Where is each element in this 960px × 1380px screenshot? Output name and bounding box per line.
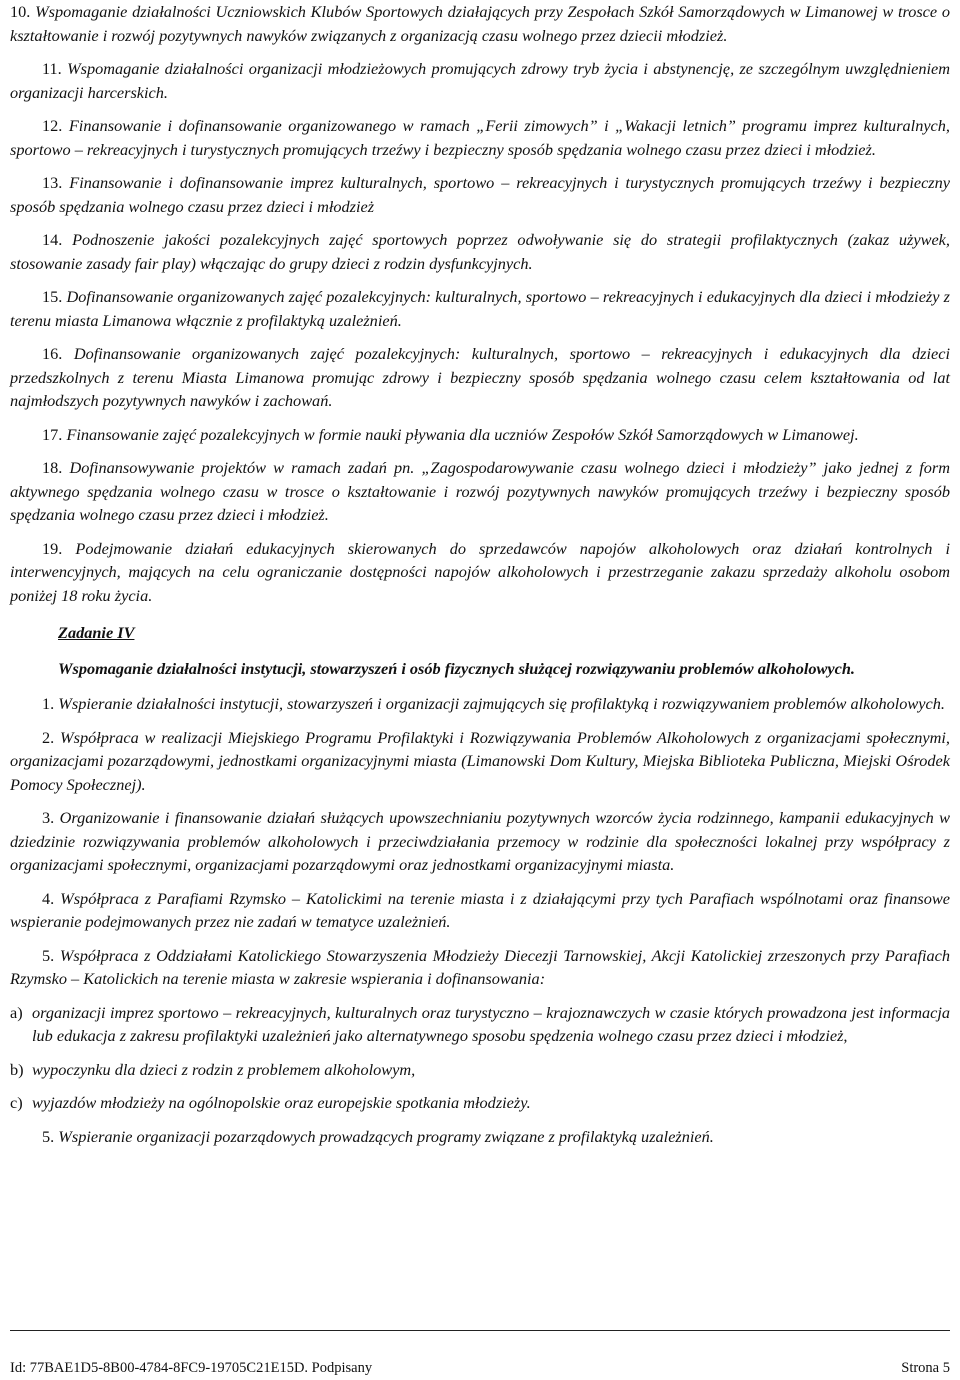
task-item-5 [10,944,950,991]
item-number: 11. [42,59,62,78]
item-number: 5. [42,1126,55,1146]
item-text: Wspieranie organizacji pozarządowych prowadzących programy związane z profilaktyką uzależnień. [58,1126,714,1146]
page-number: Strona 5 [901,1360,950,1376]
item-number: 10. [10,2,31,21]
item-letter: a) [10,1002,23,1022]
item-text: Dofinansowanie organizowanych zajęć pozalekcyjnych: kulturalnych, sportowo – rekreacyjnych i edukacyjnych dla dzieci przedszkolnych z terenu Miasta Limanowa promując zdrowy i bezpieczny sposób spędzania wolnego czasu celem kształtowania od lat najmłodszych pozytywnych nawyków i zachowań. [10,344,950,410]
list-item-11 [10,57,950,104]
item-number: 1. [42,694,55,713]
item-number: 12. [42,116,63,135]
item-text: Finansowanie i dofinansowanie imprez kulturalnych, sportowo – rekreacyjnych i turystycznych promujących trzeźwy i bezpieczny sposób spędzania wolnego czasu przez dzieci i młodzież [10,173,951,216]
item-text: Dofinansowywanie projektów w ramach zadań pn. „Zagospodarowywanie czasu wolnego dzieci i młodzieży” jako jednej z form aktywnego spędzania wolnego czasu w trosce o kształtowanie i rozwój pozytywnych nawyków promujących trzeźwy i bezpieczny sposób spędzania wolnego czasu przez dzieci i młodzież. [10,458,950,524]
item-text: Współpraca w realizacji Miejskiego Programu Profilaktyki i Rozwiązywania Problemów Alkoholowych z organizacjami społecznymi, organizacjami pozarządowymi, jednostkami organizacyjnymi miasta (Limanowski Dom Kultury, Miejska Biblioteka Publiczna, Miejski Ośrodek Pomocy Społecznej). [10,727,950,794]
list-item-13 [10,171,950,218]
item-number: 16. [42,344,63,363]
item-text: Finansowanie i dofinansowanie organizowanego w ramach „Ferii zimowych” i „Wakacji letnich” programu imprez kulturalnych, sportowo – rekreacyjnych i turystycznych promujących trzeźwy i bezpieczny sposób spędzania wolnego czasu przez dzieci i młodzież. [10,116,950,159]
task-item-5-last [10,1125,950,1149]
item-text: Wspomaganie działalności Uczniowskich Klubów Sportowych działających przy Zespołach Szkół Samorządowych w Limanowej w trosce o kształtowanie i rozwój pozytywnych nawyków związanych z organizacją czasu wolnego przez dziecii młodzież. [10,2,950,45]
item-text: organizacji imprez sportowo – rekreacyjnych, kulturalnych oraz turystyczno – krajoznawczych w czasie których prowadzona jest informacja lub edukacja z zakresu profilaktyki uzależnień jako alternatywnego sposobu spędzenia wolnego czasu przez dzieci i młodzież, [32,1002,950,1045]
item-number: 14. [42,230,63,249]
item-text: Organizowanie i finansowanie działań służących upowszechnianiu pozytywnych wzorców życia rodzinnego, kampanii edukacyjnych w dziedzinie rozwiązywania problemów alkoholowych i przeciwdziałania przemocy w rodzinie dla społeczności lokalnej przy współpracy z organizacjami społecznymi, organizacjami pozarządowymi oraz jednostkami organizacyjnymi miasta. [10,808,951,874]
item-text: Dofinansowanie organizowanych zajęć pozalekcyjnych: kulturalnych, sportowo – rekreacyjnych i edukacyjnych dla dzieci i młodzieży z terenu miasta Limanowa włącznie z profilaktyką uzależnień. [10,287,950,330]
item-text: Wspomaganie działalności organizacji młodzieżowych promujących zdrowy tryb życia i abstynencję, ze szczególnym uwzględnieniem organizacji harcerskich. [10,59,950,102]
list-item-12 [10,114,950,161]
list-item-14 [10,228,950,275]
item-text: wyjazdów młodzieży na ogólnopolskie oraz europejskie spotkania młodzieży. [32,1093,531,1112]
item-number: 15. [42,287,63,306]
list-item-18 [10,456,950,527]
lettered-item-b [10,1058,950,1082]
item-number: 4. [42,888,55,908]
item-text: Podejmowanie działań edukacyjnych skierowanych do sprzedawców napojów alkoholowych oraz działań kontrolnych i interwencyjnych, mających na celu ograniczanie dostępności napojów alkoholowych i przestrzeganie zakazu sprzedaży alkoholu osobom poniżej 18 roku życia. [10,538,950,605]
list-item-17 [10,423,950,447]
item-number: 19. [42,538,63,558]
list-item-10 [10,0,950,47]
item-number: 18. [42,458,63,477]
list-item-19 [10,537,950,608]
item-text: Współpraca z Parafiami Rzymsko – Katolickimi na terenie miasta i z działającymi przy tych Parafiach wspólnotami oraz finansowe wspieranie podejmowanych przez nie zadań w tematyce uzależnień. [10,888,950,931]
document-id: Id: 77BAE1D5-8B00-4784-8FC9-19705C21E15D. Podpisany [10,1360,373,1376]
item-letter: b) [10,1059,24,1079]
item-text: wypoczynku dla dzieci z rodzin z problemem alkoholowym, [32,1059,416,1079]
task-item-3 [10,806,950,877]
list-item-16 [10,342,950,413]
section-label: Zadanie IV [58,623,135,642]
page-footer [10,1330,950,1376]
list-item-15 [10,285,950,332]
item-number: 3. [42,808,55,827]
item-text: Współpraca z Oddziałami Katolickiego Stowarzyszenia Młodzieży Diecezji Tarnowskiej, Akcji Katolickiej zrzeszonych przy Parafiach Rzymsko – Katolickich na terenie miasta w zakresie wspierania i dofinansowania: [10,945,951,988]
item-text: Podnoszenie jakości pozalekcyjnych zajęć sportowych poprzez odwoływanie się do strategii profilaktycznych (zakaz używek, stosowanie zasady fair play) włączając do grupy dzieci z rodzin dysfunkcyjnych. [10,230,950,273]
item-number: 13. [42,173,63,192]
task-item-1 [10,692,950,716]
item-text: Finansowanie zajęć pozalekcyjnych w formie nauki pływania dla uczniów Zespołów Szkół Samorządowych w Limanowej. [66,424,859,444]
zadanie-heading [10,621,950,680]
item-number: 2. [42,727,55,747]
item-number: 17. [42,424,63,444]
item-number: 5. [42,945,55,965]
lettered-item-c [10,1091,950,1115]
lettered-item-a [10,1001,950,1048]
document-page [10,0,950,1158]
section-title: Wspomaganie działalności instytucji, stowarzyszeń i osób fizycznych służącej rozwiązywaniu problemów alkoholowych. [58,658,855,678]
item-letter: c) [10,1093,23,1112]
task-item-4 [10,887,950,934]
task-item-2 [10,726,950,797]
item-text: Wspieranie działalności instytucji, stowarzyszeń i organizacji zajmujących się profilaktyką i rozwiązywaniem problemów alkoholowych. [58,694,945,713]
